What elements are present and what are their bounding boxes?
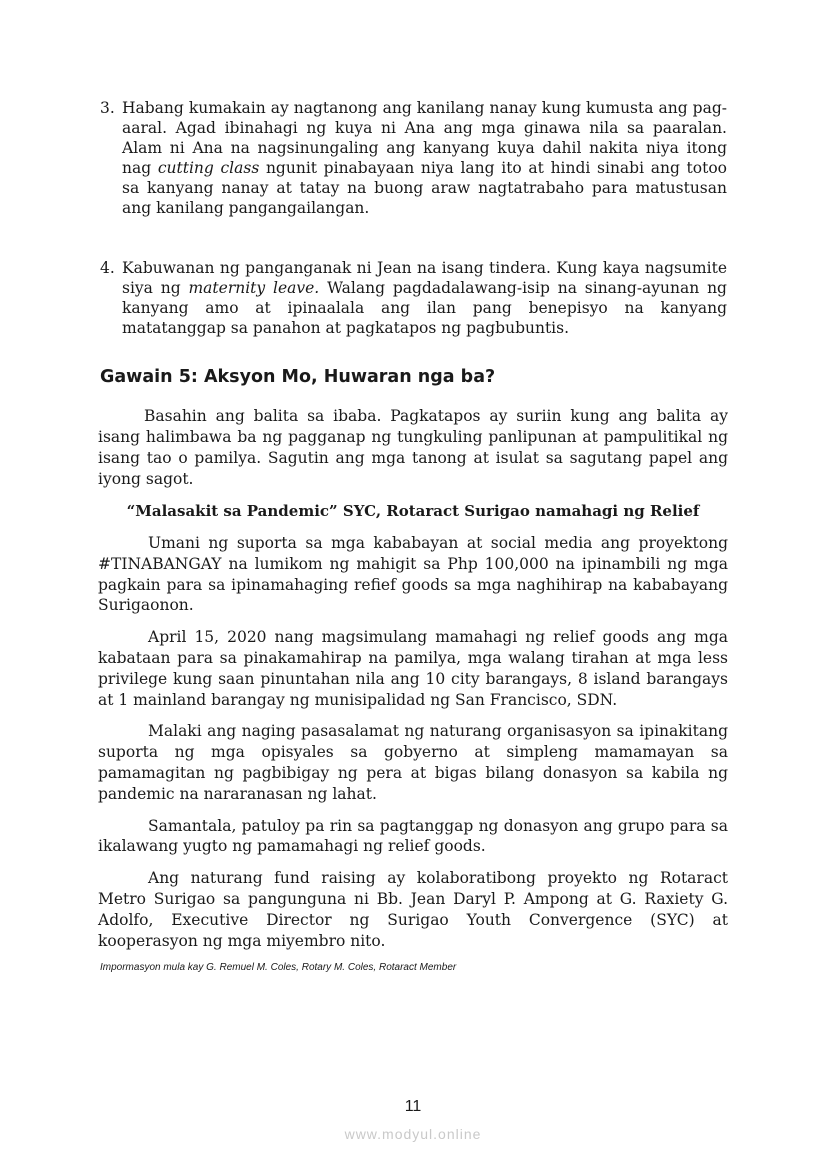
item-number: 4. [100,259,115,277]
article-paragraph: Ang naturang fund raising ay kolaboratibong proyekto ng Rotaract Metro Surigao sa pangunguna ni Bb. Jean Daryl P. Ampong at G. Raxiety G. Adolfo, Executive Director ng Surigao Youth Convergence (SYC) at kooperasyon ng mga miyembro nito. [98,869,728,950]
article-title: “Malasakit sa Pandemic” SYC, Rotaract Surigao namahagi ng Relief [126,502,700,520]
item-text-before: Kabuwanan ng panganganak ni Jean na isang tindera. Kung kaya nagsumite siya ng [122,259,727,297]
intro-paragraph: Basahin ang balita sa ibaba. Pagkatapos ay suriin kung ang balita ay isang halimbawa ba ng pagganap ng tungkuling panlipunan at pampulitikal ng isang tao o pamilya. Sagutin ang mga tanong at isulat sa sagutang papel ang iyong sagot. [98,407,728,488]
article-paragraph: Malaki ang naging pasasalamat ng naturang organisasyon sa ipinakitang suporta ng mga opisyales sa gobyerno at simpleng mamamayan sa pamamagitan ng pagbibigay ng pera at bigas bilang donasyon sa kabila ng pandemic na nararanasan ng lahat. [98,722,728,803]
item-text-after: ngunit pinabayaan niya lang ito at hindi sinabi ang totoo sa kanyang nanay at tatay na buong araw nagtatrabaho para matustusan ang kanilang pangangailangan. [122,159,727,217]
article-body [98,533,728,962]
article-paragraph: Umani ng suporta sa mga kababayan at social media ang proyektong #TINABANGAY na lumikom ng mahigit sa Php 100,000 na ipinambili ng mga pagkain para sa ipinamahaging refief goods sa mga naghihirap na kababayang Surigaonon. [98,534,728,615]
item-text [122,258,727,338]
article-paragraph: April 15, 2020 nang magsimulang mamahagi ng relief goods ang mga kabataan para sa pinakamahirap na pamilya, mga walang tirahan at mga less privilege kung saan pinuntahan nila ang 10 city barangays, 8 island barangays at 1 mainland barangay ng munisipalidad ng San Francisco, SDN. [98,628,728,709]
item-text-before: Habang kumakain ay nagtanong ang kanilang nanay kung kumusta ang pag-aaral. Agad ibinahagi ng kuya ni Ana ang mga ginawa nila sa paaralan. Alam ni Ana na nagsinungaling ang kanyang kuya dahil nakita niya itong nag [122,99,727,177]
item-number: 3. [100,99,115,117]
page-number: 11 [404,1098,422,1115]
list-item-4 [100,258,727,338]
item-text-after: Walang pagdadalawang-isip na sinang-ayunan ng kanyang amo at ipinaalala ang ilan pang benepisyo na kanyang matatanggap sa panahon at pagkatapos ng pagbubuntis. [122,279,727,337]
section-heading: Gawain 5: Aksyon Mo, Huwaran nga ba? [100,367,496,387]
list-item-3 [100,98,727,218]
item-text [122,98,727,218]
article-paragraph: Samantala, patuloy pa rin sa pagtanggap ng donasyon ang grupo para sa ikalawang yugto ng pamamahagi ng relief goods. [98,816,728,856]
item-emphasis: maternity leave. [188,279,320,297]
source-credit: Impormasyon mula kay G. Remuel M. Coles, Rotary M. Coles, Rotaract Member [100,962,457,973]
watermark: www.modyul.online [344,1126,482,1142]
item-emphasis: cutting class [157,159,260,177]
